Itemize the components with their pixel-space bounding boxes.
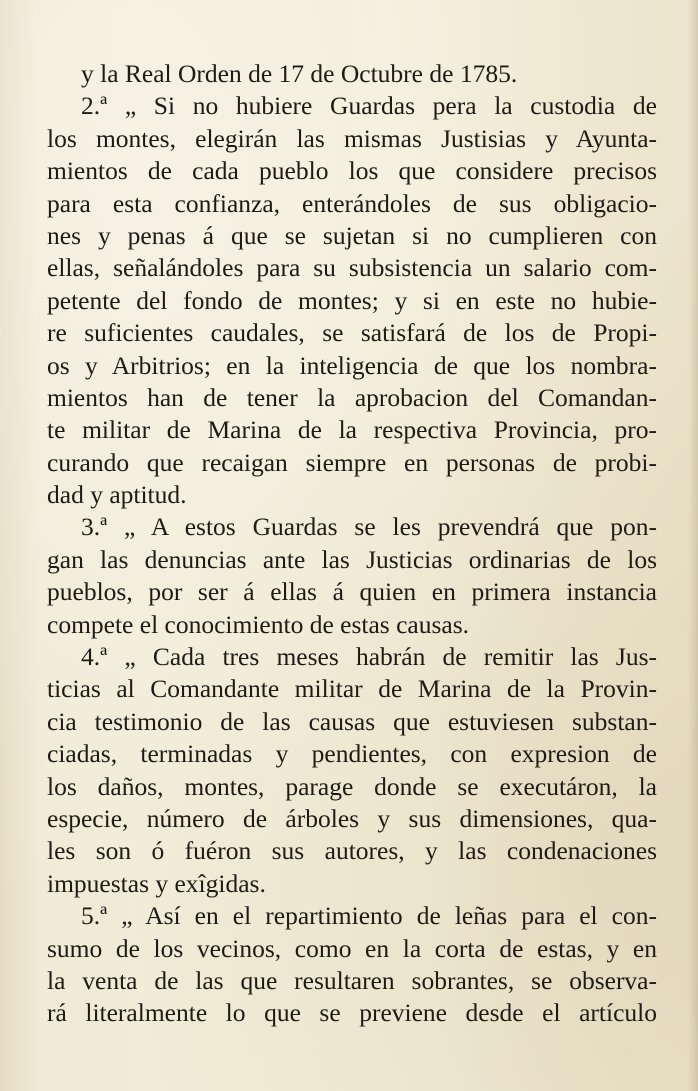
text-line: ciadas, terminadas y pendientes, con expresion de xyxy=(47,739,657,769)
text-line: pueblos, por ser á ellas á quien en primera instancia xyxy=(47,577,657,607)
text-line: especie, número de árboles y sus dimensiones, qua- xyxy=(47,803,657,833)
text-line: rá literalmente lo que se previene desde el artículo xyxy=(47,998,657,1028)
text-line: la venta de las que resultaren sobrantes, se observa- xyxy=(47,965,657,995)
text-line: ellas, señalándoles para su subsistencia un salario com- xyxy=(47,253,657,283)
text-line: 4.ª „ Cada tres meses habrán de remitir las Jus- xyxy=(81,642,657,672)
text-line: 5.ª „ Así en el repartimiento de leñas para el con- xyxy=(81,901,657,931)
text-line: mientos de cada pueblo los que considere precisos xyxy=(47,156,657,186)
text-line: mientos han de tener la aprobacion del Comandan- xyxy=(47,382,657,412)
text-line: re suficientes caudales, se satisfará de los de Propi- xyxy=(47,318,657,348)
text-line: les son ó fuéron sus autores, y las condenaciones xyxy=(47,836,657,866)
page-edge-shadow xyxy=(688,0,698,1091)
text-line: cia testimonio de las causas que estuviesen substan- xyxy=(47,706,657,736)
text-line: te militar de Marina de la respectiva Provincia, pro- xyxy=(47,415,657,445)
text-line: para esta confianza, enterándoles de sus obligacio- xyxy=(47,188,657,218)
text-line: sumo de los vecinos, como en la corta de estas, y en xyxy=(47,933,657,963)
body-text xyxy=(47,58,657,1030)
text-line: gan las denuncias ante las Justicias ordinarias de los xyxy=(47,544,657,574)
text-line: y la Real Orden de 17 de Octubre de 1785. xyxy=(81,59,518,88)
text-line: ticias al Comandante militar de Marina de la Provin- xyxy=(47,674,657,704)
text-line: los daños, montes, parage donde se executáron, la xyxy=(47,771,657,801)
text-line: impuestas y exîgidas. xyxy=(47,868,266,898)
text-line: petente del fondo de montes; y si en este no hubie- xyxy=(47,285,657,315)
text-line: os y Arbitrios; en la inteligencia de que los nombra- xyxy=(47,350,657,380)
text-line: 2.ª „ Si no hubiere Guardas pera la custodia de xyxy=(81,91,657,121)
text-line: curando que recaigan siempre en personas de probi- xyxy=(47,447,657,477)
text-line: dad y aptitud. xyxy=(47,480,187,510)
text-line: nes y penas á que se sujetan si no cumplieren con xyxy=(47,220,657,250)
text-line: 3.ª „ A estos Guardas se les prevendrá que pon- xyxy=(81,512,657,542)
text-line: compete el conocimiento de estas causas. xyxy=(47,609,470,639)
text-line: los montes, elegirán las mismas Justisias y Ayunta- xyxy=(47,123,657,153)
